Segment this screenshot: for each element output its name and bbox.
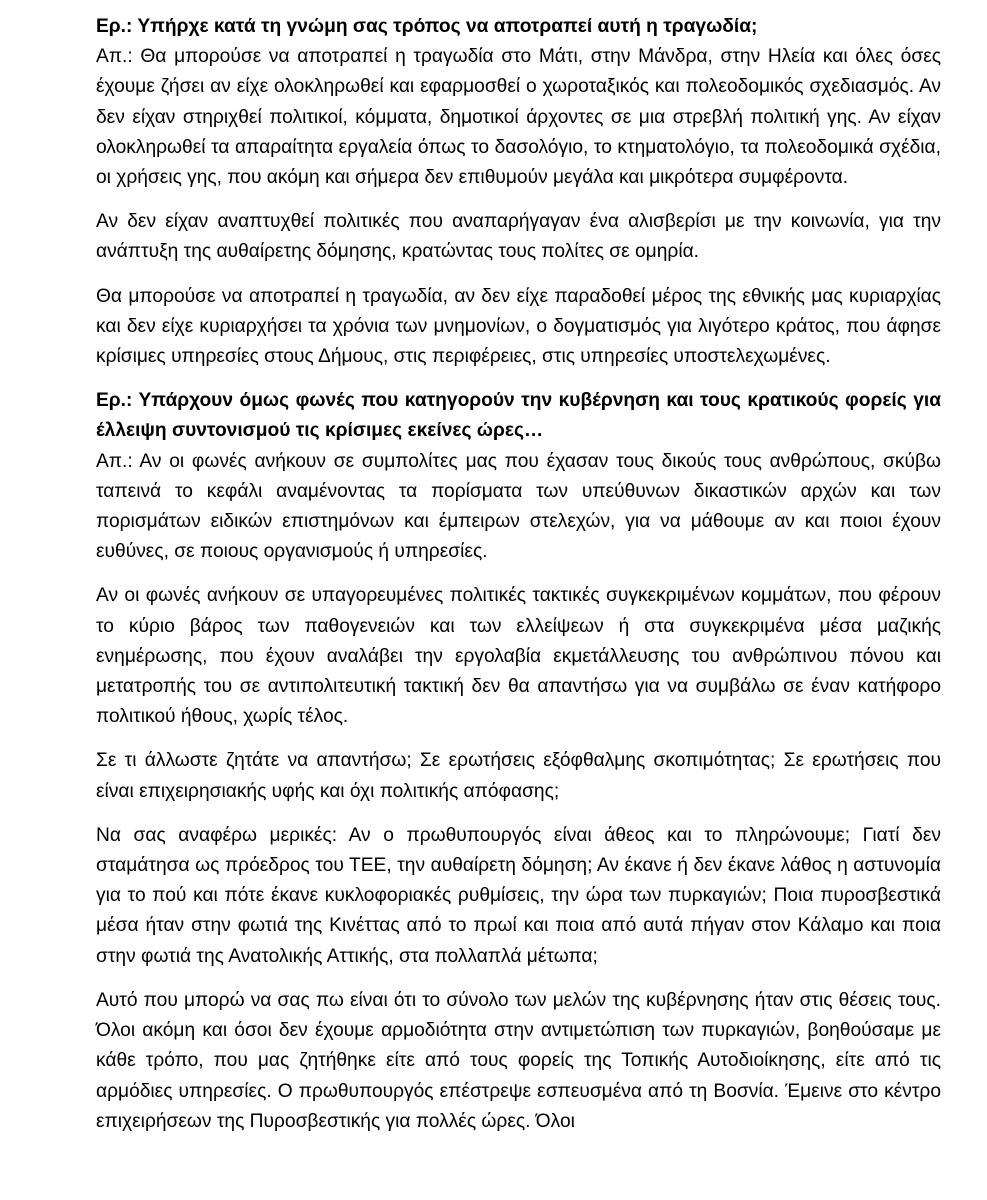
answer-1: Απ.: Θα μπορούσε να αποτραπεί η τραγωδία στο Μάτι, στην Μάνδρα, στην Ηλεία και όλες όσες έχουμε ζήσει αν είχε ολοκληρωθεί και εφαρμοσθεί ο χωροταξικός και πολεοδομικός σχεδιασμός. Αν δεν είχαν στηριχθεί πολιτικοί, κόμματα, δημοτικοί άρχοντες σε μια στρεβλή πολιτική γης. Αν είχαν ολοκληρωθεί τα απαραίτητα εργαλεία όπως το δασολόγιο, το κτηματολόγιο, τα πολεοδομικά σχέδια, οι χρήσεις γης, που ακόμη και σήμερα δεν επιθυμούν μεγάλα και μικρότερα συμφέροντα. bbox=[96, 46, 941, 189]
paragraph-5: Αν οι φωνές ανήκουν σε υπαγορευμένες πολιτικές τακτικές συγκεκριμένων κομμάτων, που φέρουν το κύριο βάρος των παθογενειών και των ελλείψεων ή στα συγκεκριμένα μέσα μαζικής ενημέρωσης, που έχουν αναλάβει την εργολαβία εκμετάλλευσης του ανθρώπινου πόνου και μετατροπής του σε αντιπολιτευτική τακτική δεν θα απαντήσω για να συμβάλω σε έναν κατήφορο πολιτικού ήθους, χωρίς τέλος. bbox=[96, 585, 941, 728]
question-1: Ερ.: Υπήρχε κατά τη γνώμη σας τρόπος να αποτραπεί αυτή η τραγωδία; bbox=[96, 16, 758, 37]
article-page bbox=[96, 12, 941, 1151]
paragraph-7: Να σας αναφέρω μερικές: Αν ο πρωθυπουργός είναι άθεος και το πληρώνουμε; Γιατί δεν σταμάτησα ως πρόεδρος του ΤΕΕ, την αυθαίρετη δόμηση; Αν έκανε ή δεν έκανε λάθος η αστυνομία για το πού και πότε έκανε κυκλοφοριακές ρυθμίσεις, την ώρα των πυρκαγιών; Ποια πυροσβεστικά μέσα ήταν στην φωτιά της Κινέττας από το πρωί και ποια από αυτά πήγαν στον Κάλαμο και ποια στην φωτιά της Ανατολικής Αττικής, στα πολλαπλά μέτωπα; bbox=[96, 824, 941, 967]
question-2: Ερ.: Υπάρχουν όμως φωνές που κατηγορούν την κυβέρνηση και τους κρατικούς φορείς για έλλειψη συντονισμού τις κρίσιμες εκείνες ώρες… bbox=[96, 390, 941, 442]
paragraph-6: Σε τι άλλωστε ζητάτε να απαντήσω; Σε ερωτήσεις εξόφθαλμης σκοπιμότητας; Σε ερωτήσεις που είναι επιχειρησιακής υφής και όχι πολιτικής απόφασης; bbox=[96, 750, 941, 802]
paragraph-2: Αν δεν είχαν αναπτυχθεί πολιτικές που αναπαρήγαγαν ένα αλισβερίσι με την κοινωνία, για την ανάπτυξη της αυθαίρετης δόμησης, κρατώντας τους πολίτες σε ομηρία. bbox=[96, 211, 941, 263]
paragraph-3: Θα μπορούσε να αποτραπεί η τραγωδία, αν δεν είχε παραδοθεί μέρος της εθνικής μας κυριαρχίας και δεν είχε κυριαρχήσει τα χρόνια των μνημονίων, ο δογματισμός για λιγότερο κράτος, που άφησε κρίσιμες υπηρεσίες στους Δήμους, στις περιφέρειες, στις υπηρεσίες υποστελεχωμένες. bbox=[96, 285, 941, 368]
paragraph-8: Αυτό που μπορώ να σας πω είναι ότι το σύνολο των μελών της κυβέρνησης ήταν στις θέσεις τους. Όλοι ακόμη και όσοι δεν έχουμε αρμοδιότητα στην αντιμετώπιση των πυρκαγιών, βοηθούσαμε με κάθε τρόπο, που μας ζητήθηκε είτε από τους φορείς της Τοπικής Αυτοδιοίκησης, είτε από τις αρμόδιες υπηρεσίες. Ο πρωθυπουργός επέστρεψε εσπευσμένα από τη Βοσνία. Έμεινε στο κέντρο επιχειρήσεων της Πυροσβεστικής για πολλές ώρες. Όλοι bbox=[96, 989, 941, 1132]
answer-2: Απ.: Αν οι φωνές ανήκουν σε συμπολίτες μας που έχασαν τους δικούς τους ανθρώπους, σκύβω ταπεινά το κεφάλι αναμένοντας τα πορίσματα των υπεύθυνων δικαστικών αρχών και των πορισμάτων ειδικών επιστημόνων και έμπειρων στελεχών, για να μάθουμε αν και ποιοι έχουν ευθύνες, σε ποιους οργανισμούς ή υπηρεσίες. bbox=[96, 450, 941, 563]
